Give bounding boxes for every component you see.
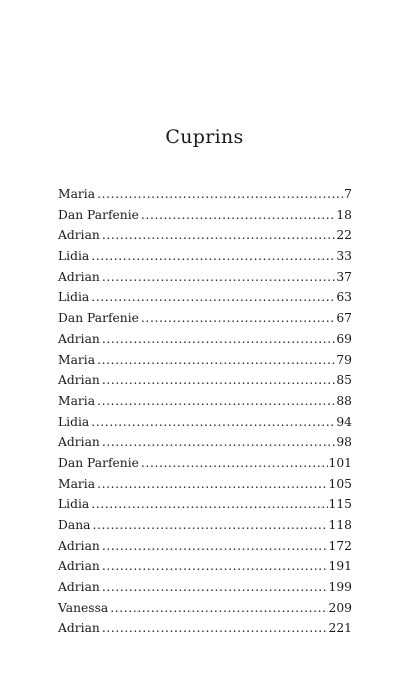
toc-entry	[58, 391, 352, 412]
toc-entry-page-number: 98	[336, 435, 352, 450]
dot-leader	[141, 308, 335, 329]
toc-entry-page-number: 172	[328, 538, 352, 553]
dot-leader	[102, 432, 336, 453]
dot-leader	[141, 453, 328, 474]
toc-entry-name: Adrian	[58, 559, 100, 574]
toc-entry-name: Dan Parfenie	[58, 455, 139, 470]
toc-entry	[58, 350, 352, 371]
dot-leader	[102, 329, 336, 350]
toc-entry	[58, 225, 352, 246]
toc-entry-name: Adrian	[58, 538, 100, 553]
toc-entry-name: Maria	[58, 476, 96, 491]
toc-entry	[58, 515, 352, 536]
toc-entry	[58, 246, 352, 267]
toc-entry-page-number: 63	[336, 290, 352, 305]
toc-entry-name: Adrian	[58, 269, 100, 284]
toc-entry-name: Lidia	[58, 497, 90, 512]
dot-leader	[91, 494, 327, 515]
dot-leader	[92, 515, 327, 536]
toc-entry-page-number: 7	[344, 187, 352, 201]
toc-entry-name: Maria	[58, 187, 96, 201]
dot-leader	[102, 370, 336, 391]
dot-leader	[141, 205, 335, 226]
dot-leader	[97, 474, 327, 495]
dot-leader	[91, 246, 335, 267]
toc-entry-name: Vanessa	[58, 600, 109, 615]
toc-entry-name: Maria	[58, 393, 96, 408]
toc-entry	[58, 412, 352, 433]
toc-entry	[58, 556, 352, 577]
dot-leader	[91, 412, 335, 433]
table-of-contents	[58, 184, 352, 639]
toc-entry-page-number: 85	[336, 373, 352, 388]
toc-entry-page-number: 88	[336, 393, 352, 408]
toc-entry	[58, 267, 352, 288]
toc-entry-name: Lidia	[58, 290, 90, 305]
toc-entry	[58, 432, 352, 453]
toc-entry-page-number: 33	[336, 249, 352, 264]
toc-entry-page-number: 209	[328, 600, 352, 615]
toc-entry-page-number: 22	[336, 228, 352, 243]
toc-entry-page-number: 191	[328, 559, 352, 574]
toc-entry	[58, 205, 352, 226]
toc-entry-page-number: 199	[328, 580, 352, 595]
toc-entry	[58, 474, 352, 495]
dot-leader	[102, 577, 328, 598]
toc-entry	[58, 577, 352, 598]
toc-entry-name: Adrian	[58, 580, 100, 595]
toc-entry	[58, 598, 352, 619]
toc-entry-page-number: 105	[328, 476, 352, 491]
dot-leader	[102, 225, 336, 246]
toc-entry-page-number: 37	[336, 269, 352, 284]
toc-entry-name: Maria	[58, 352, 96, 367]
toc-entry-page-number: 101	[328, 455, 352, 470]
dot-leader	[91, 287, 335, 308]
toc-entry-page-number: 94	[336, 414, 352, 429]
dot-leader	[97, 350, 335, 371]
toc-entry-name: Lidia	[58, 249, 90, 264]
toc-entry-page-number: 118	[328, 518, 352, 532]
dot-leader	[102, 536, 328, 557]
toc-entry-name: Dan Parfenie	[58, 207, 139, 222]
toc-entry-name: Adrian	[58, 621, 100, 636]
dot-leader	[102, 556, 328, 577]
toc-entry	[58, 308, 352, 329]
toc-entry-name: Adrian	[58, 228, 100, 243]
toc-entry	[58, 329, 352, 350]
toc-entry	[58, 287, 352, 308]
dot-leader	[102, 618, 328, 639]
toc-entry	[58, 184, 352, 205]
dot-leader	[97, 391, 335, 412]
toc-entry	[58, 370, 352, 391]
toc-entry	[58, 618, 352, 639]
toc-entry-name: Dan Parfenie	[58, 311, 139, 326]
dot-leader	[110, 598, 327, 619]
toc-entry-name: Lidia	[58, 414, 90, 429]
toc-entry	[58, 536, 352, 557]
toc-entry-name: Dana	[58, 518, 91, 532]
toc-entry-page-number: 115	[328, 497, 352, 512]
toc-entry-name: Adrian	[58, 435, 100, 450]
toc-entry-page-number: 69	[336, 331, 352, 346]
toc-entry	[58, 494, 352, 515]
toc-entry-page-number: 67	[336, 311, 352, 326]
page-title: Cuprins	[165, 126, 244, 148]
toc-entry-name: Adrian	[58, 331, 100, 346]
dot-leader	[102, 267, 336, 288]
toc-entry-page-number: 79	[336, 352, 352, 367]
toc-entry-name: Adrian	[58, 373, 100, 388]
toc-entry-page-number: 221	[328, 621, 352, 636]
toc-entry-page-number: 18	[336, 207, 352, 222]
toc-entry	[58, 453, 352, 474]
dot-leader	[97, 184, 343, 205]
